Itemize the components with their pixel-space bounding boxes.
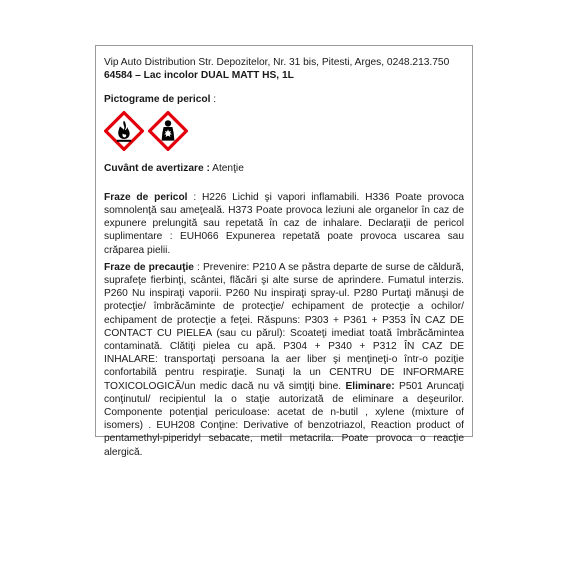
- signal-word-value: Atenţie: [209, 162, 244, 174]
- flame-pictogram-icon: [104, 111, 144, 151]
- disposal-label: Eliminare:: [345, 380, 395, 392]
- precautionary-statements-paragraph: [104, 261, 464, 459]
- precautionary-statements-text-2: P501 Aruncaţi conţinutul/ recipientul la o staţie autorizată de eliminare a deşeurilor. Componente potenţial periculoase: acetat de n-butil , xylene (mixture of isomers) . EUH208 Conţine: Derivative of benzotriazol, Reaction product of pentamethyl-piperidyl sebacate, metil metacrila. Poate provoca o reacţie alergică.: [104, 380, 464, 458]
- pictograms-section: [104, 93, 464, 150]
- pictograms-heading: [104, 93, 464, 106]
- safety-label: [95, 45, 473, 458]
- pictograms-title: Pictograme de pericol: [104, 94, 211, 106]
- signal-word-section: [104, 162, 464, 175]
- precautionary-statements-text-1: : Prevenire: P210 A se păstra departe de surse de căldură, suprafeţe fierbinţi, scântei, flăcări şi alte surse de aprindere. Fumatul interzis. P260 Nu inspiraţi vaporii. P260 Nu inspiraţi spray-ul. P280 Purtaţi mănuşi de protecţie/ îmbrăcăminte de protecţie/ echipament de protecţie a ochilor/ echipament de protecţie a feţei. Răspuns: P303 + P361 + P353 ÎN CAZ DE CONTACT CU PIELEA (sau cu părul): Scoateţi imediat toată îmbrăcămintea contaminată. Clătiţi pielea cu apă. P304 + P340 + P312 ÎN CAZ DE INHALARE: transportaţi persoana la aer liber şi menţineţi-o într-o poziţie confortabilă pentru respiraţie. Sunaţi la un CENTRU DE INFORMARE TOXICOLOGICĂ/un medic dacă nu vă simţiţi bine.: [104, 261, 464, 392]
- precautionary-statements-section: [104, 261, 464, 459]
- hazard-statements-text: : H226 Lichid şi vapori inflamabili. H336 Poate provoca somnolenţă sau ameţeală. H373 Poate provoca leziuni ale organelor în caz de expunere prelungită sau repetată în caz de inhalare. Declaraţii de pericol suplimentare : EUH066 Expunerea repetată poate provoca uscarea sau crăparea pielii.: [104, 191, 464, 256]
- product-line: 64584 – Lac incolor DUAL MATT HS, 1L: [104, 70, 294, 82]
- health-hazard-pictogram-icon: [148, 111, 188, 151]
- hazard-statements-section: [104, 191, 464, 257]
- hazard-statements-paragraph: [104, 191, 464, 257]
- supplier-line: Vip Auto Distribution Str. Depozitelor, Nr. 31 bis, Pitesti, Arges, 0248.213.750: [104, 57, 450, 68]
- precautionary-statements-title: Fraze de precauţie: [104, 261, 194, 273]
- hazard-statements-title: Fraze de pericol: [104, 191, 188, 203]
- signal-word-title: Cuvânt de avertizare :: [104, 162, 210, 174]
- pictograms-suffix: :: [210, 94, 217, 106]
- pictogram-row: [104, 111, 464, 151]
